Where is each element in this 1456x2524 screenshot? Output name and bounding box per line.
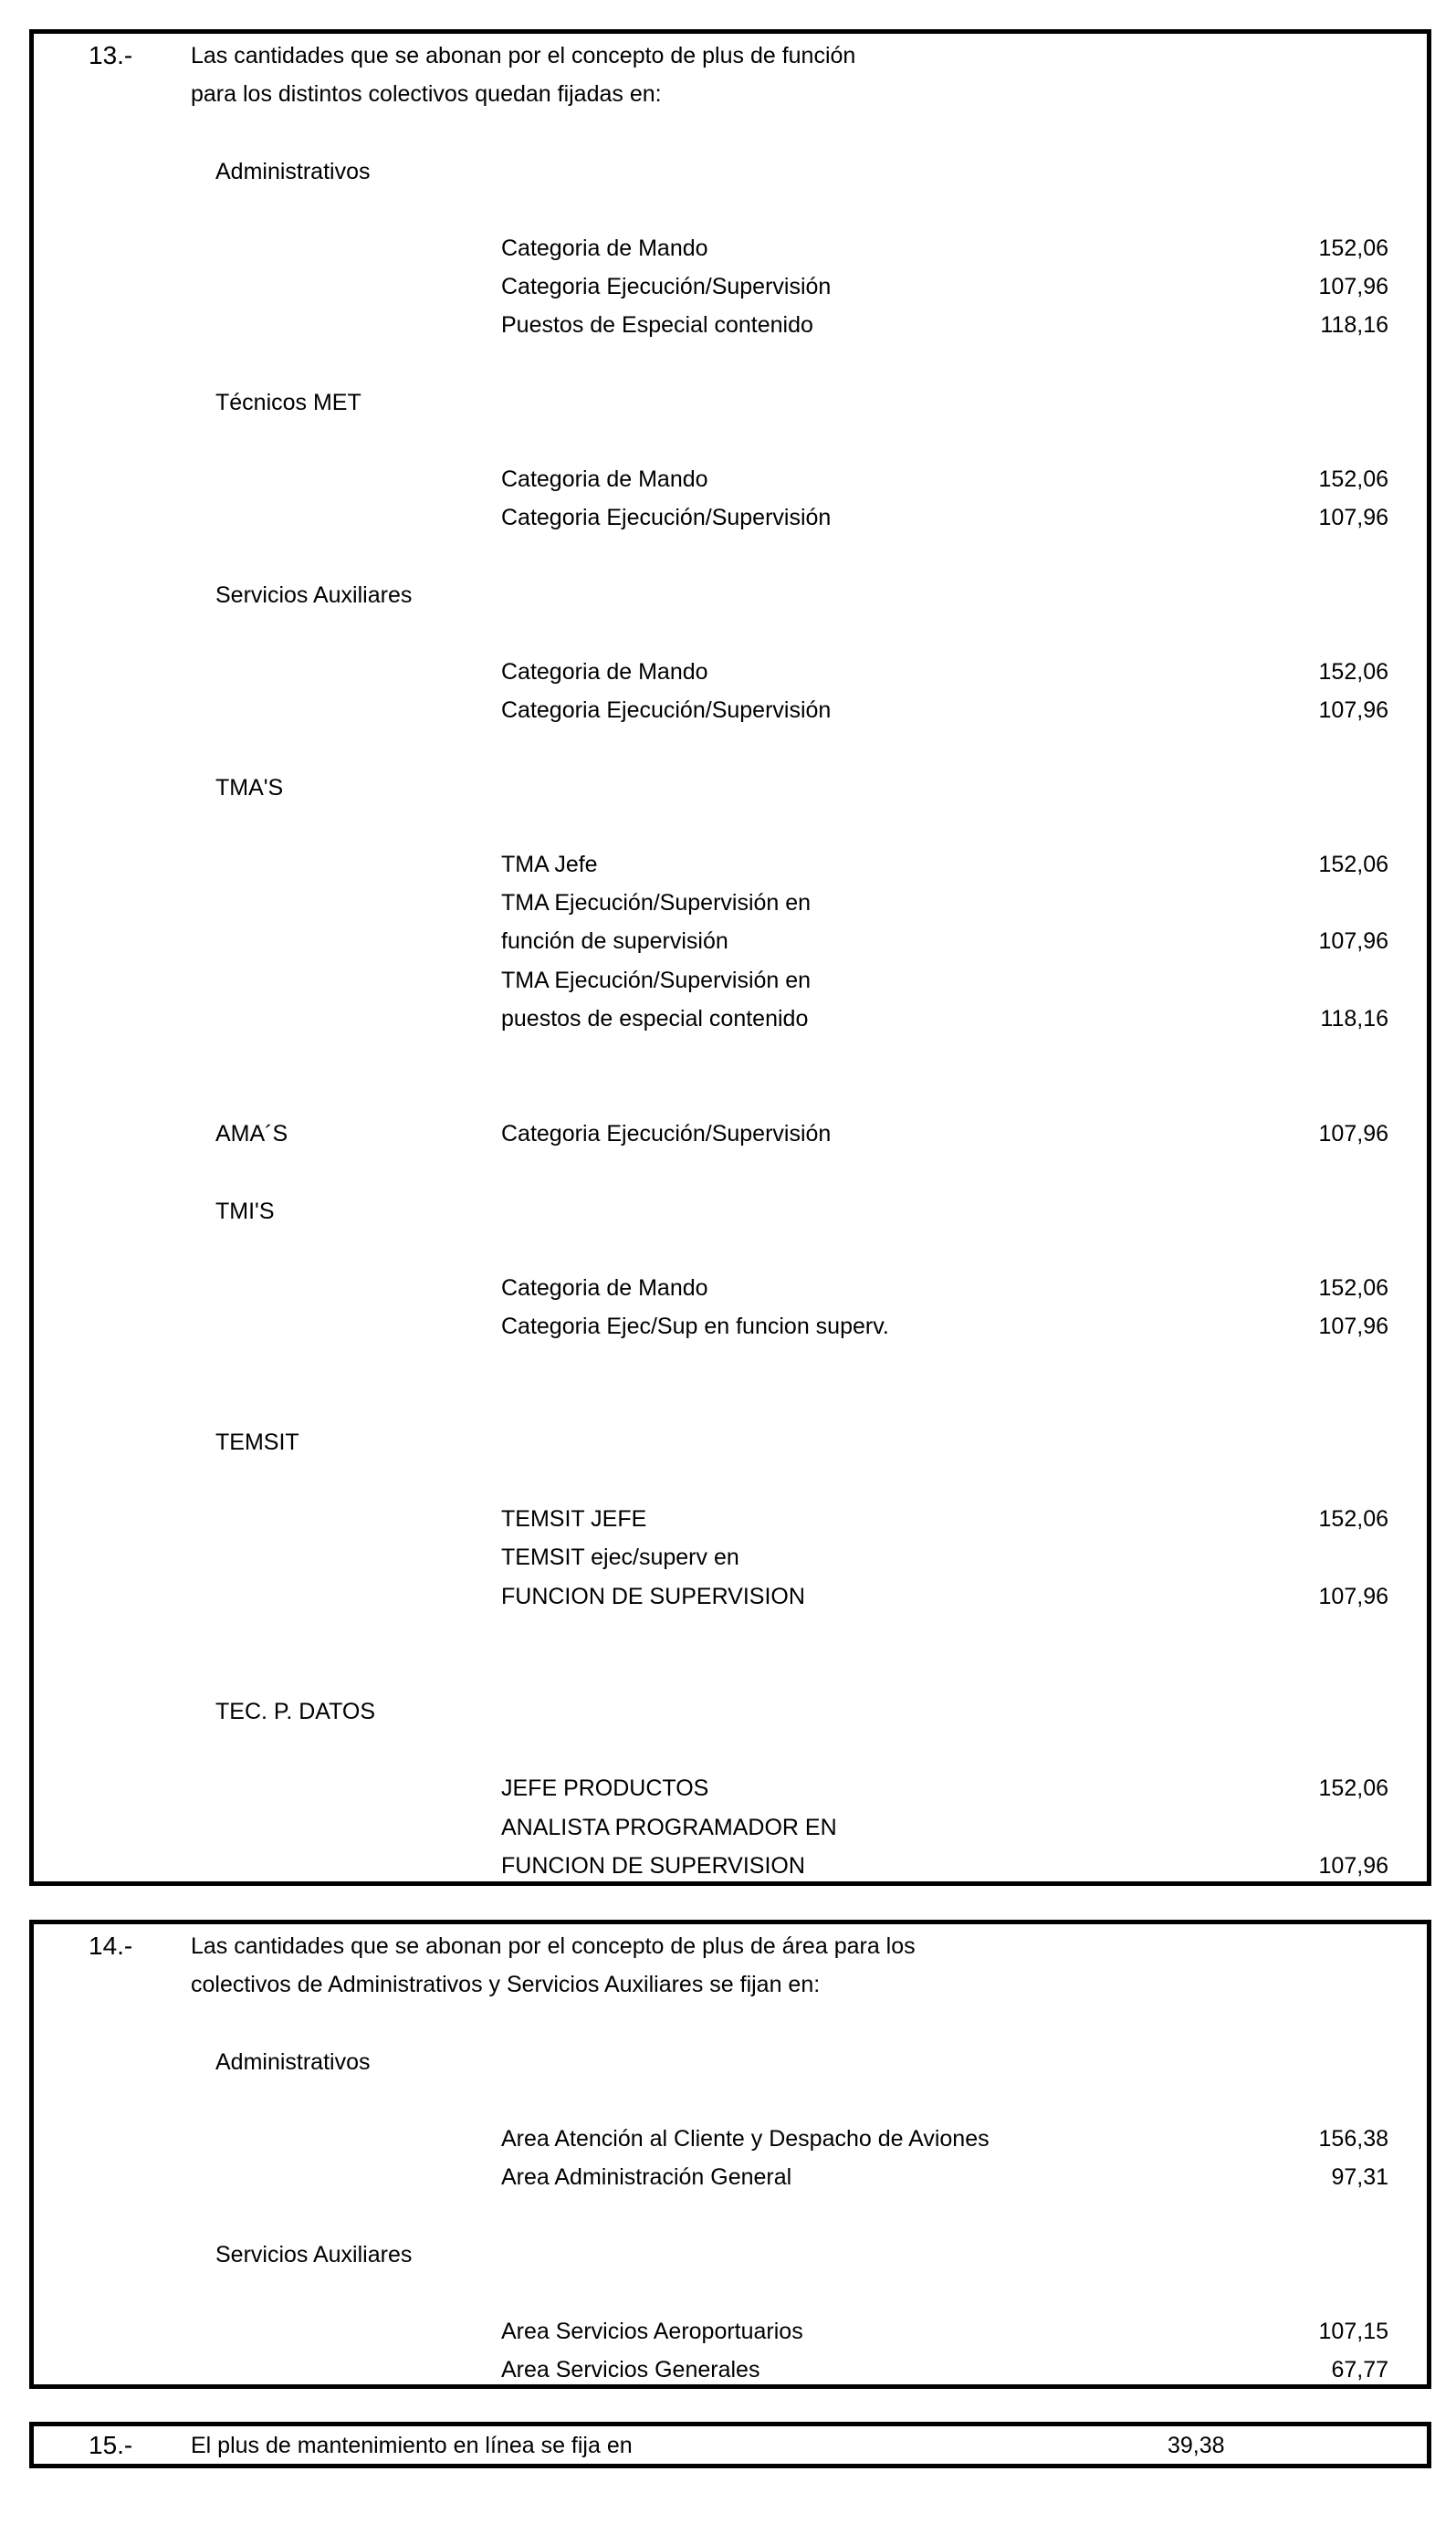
- section-number: 15.-: [89, 2431, 133, 2459]
- section-text: El plus de mantenimiento en línea se fija en: [191, 2433, 633, 2458]
- item-value: 97,31: [1331, 2164, 1388, 2191]
- blank-line: [34, 1038, 1427, 1076]
- list-item: [34, 1847, 1427, 1885]
- blank-line: [34, 113, 1427, 152]
- section-14-content: [34, 1924, 1427, 2389]
- blank-line: [34, 729, 1427, 768]
- item-value: 67,77: [1331, 2357, 1388, 2383]
- blank-line: [34, 1654, 1427, 1692]
- list-item: [34, 498, 1427, 537]
- list-item: [34, 653, 1427, 691]
- item-value: 152,06: [1318, 235, 1388, 261]
- list-item: [34, 2158, 1427, 2196]
- blank-line: [34, 807, 1427, 845]
- section-15-line: [34, 2426, 1427, 2465]
- group-label: TMA'S: [215, 774, 284, 801]
- group-line: [34, 2043, 1427, 2081]
- list-item: [34, 1577, 1427, 1616]
- item-label: TMA Ejecución/Supervisión en: [501, 890, 812, 916]
- list-item: [34, 2120, 1427, 2158]
- blank-line: [34, 422, 1427, 460]
- list-item: [34, 884, 1427, 922]
- group-label: AMA´S: [215, 1121, 288, 1147]
- item-label: Categoria de Mando: [501, 235, 708, 261]
- intro-text: Las cantidades que se abonan por el concepto de plus de función: [191, 43, 856, 68]
- blank-line: [34, 2004, 1427, 2042]
- list-item: [34, 922, 1427, 960]
- item-value: 107,96: [1318, 1583, 1388, 1609]
- item-label: FUNCION DE SUPERVISION: [501, 1583, 805, 1609]
- section-13-content: [34, 34, 1427, 1885]
- list-item: [34, 1000, 1427, 1038]
- intro-text: Las cantidades que se abonan por el concepto de plus de área para los: [191, 1933, 916, 1959]
- list-item: [34, 1307, 1427, 1346]
- intro-text: colectivos de Administrativos y Servicios Auxiliares se fijan en:: [191, 1972, 821, 1998]
- list-item: [34, 1769, 1427, 1807]
- blank-line: [34, 1231, 1427, 1269]
- section-13-box: [29, 29, 1431, 1886]
- blank-line: [34, 1616, 1427, 1654]
- list-item: [34, 691, 1427, 729]
- blank-line: [34, 2196, 1427, 2235]
- item-label: TMA Jefe: [501, 851, 598, 877]
- item-value: 118,16: [1320, 312, 1388, 339]
- blank-line: [34, 1461, 1427, 1500]
- section-value: 39,38: [1168, 2433, 1225, 2458]
- item-label: Area Administración General: [501, 2164, 792, 2191]
- item-label: Categoria Ejecución/Supervisión: [501, 697, 832, 724]
- item-label: Categoria de Mando: [501, 659, 708, 685]
- item-value: 152,06: [1318, 1275, 1388, 1301]
- item-label: Categoria Ejecución/Supervisión: [501, 1121, 832, 1147]
- item-label: TMA Ejecución/Supervisión en: [501, 967, 812, 993]
- item-value: 107,96: [1318, 274, 1388, 300]
- item-value: 118,16: [1320, 1005, 1388, 1032]
- group-label: TMI'S: [215, 1198, 275, 1224]
- item-label: Categoria Ejecución/Supervisión: [501, 505, 832, 531]
- section-number: 13.-: [89, 41, 133, 69]
- group-label: Servicios Auxiliares: [215, 2241, 413, 2267]
- item-value: 107,15: [1318, 2318, 1388, 2344]
- item-value: 152,06: [1318, 659, 1388, 685]
- item-label: Puestos de Especial contenido: [501, 312, 813, 339]
- list-item: [34, 845, 1427, 884]
- item-label: Area Atención al Cliente y Despacho de Aviones: [501, 2125, 990, 2152]
- item-value: 107,96: [1318, 697, 1388, 724]
- list-item: [34, 267, 1427, 306]
- item-label: función de supervisión: [501, 928, 728, 955]
- list-item: [34, 1808, 1427, 1847]
- group-line: [34, 383, 1427, 422]
- group-line: [34, 1192, 1427, 1231]
- item-label: puestos de especial contenido: [501, 1005, 809, 1032]
- blank-line: [34, 191, 1427, 229]
- item-value: 107,96: [1318, 505, 1388, 531]
- item-label: Categoria de Mando: [501, 1275, 708, 1301]
- intro-line: [34, 37, 1427, 75]
- group-label: Administrativos: [215, 158, 371, 184]
- list-item: [34, 306, 1427, 344]
- item-value: 107,96: [1318, 928, 1388, 955]
- blank-line: [34, 2081, 1427, 2120]
- group-line: [34, 1692, 1427, 1731]
- item-label: FUNCION DE SUPERVISION: [501, 1852, 805, 1879]
- item-label: TEMSIT JEFE: [501, 1506, 647, 1533]
- item-value: 152,06: [1318, 1506, 1388, 1533]
- blank-line: [34, 614, 1427, 653]
- list-item: [34, 460, 1427, 498]
- group-line: [34, 1115, 1427, 1153]
- section-number: 14.-: [89, 1932, 133, 1960]
- intro-text: para los distintos colectivos quedan fijadas en:: [191, 81, 662, 108]
- item-value: 152,06: [1318, 851, 1388, 877]
- item-label: ANALISTA PROGRAMADOR EN: [501, 1814, 837, 1840]
- list-item: [34, 1538, 1427, 1576]
- group-label: Administrativos: [215, 2048, 371, 2075]
- blank-line: [34, 2274, 1427, 2312]
- intro-line: [34, 1965, 1427, 2004]
- item-label: Categoria de Mando: [501, 466, 708, 493]
- blank-line: [34, 1153, 1427, 1191]
- item-value: 152,06: [1318, 466, 1388, 493]
- list-item: [34, 2351, 1427, 2389]
- blank-line: [34, 1076, 1427, 1115]
- group-line: [34, 1423, 1427, 1461]
- item-value: 156,38: [1318, 2125, 1388, 2152]
- blank-line: [34, 1385, 1427, 1423]
- item-value: 107,96: [1318, 1314, 1388, 1340]
- group-label: TEC. P. DATOS: [215, 1699, 376, 1725]
- item-value: 107,96: [1318, 1852, 1388, 1879]
- list-item: [34, 961, 1427, 1000]
- item-label: Area Servicios Generales: [501, 2357, 760, 2383]
- item-value: 107,96: [1318, 1121, 1388, 1147]
- list-item: [34, 2312, 1427, 2351]
- intro-line: [34, 75, 1427, 113]
- group-line: [34, 2236, 1427, 2274]
- item-label: Categoria Ejec/Sup en funcion superv.: [501, 1314, 889, 1340]
- list-item: [34, 1500, 1427, 1538]
- item-label: Categoria Ejecución/Supervisión: [501, 274, 832, 300]
- blank-line: [34, 537, 1427, 575]
- blank-line: [34, 345, 1427, 383]
- item-label: Area Servicios Aeroportuarios: [501, 2318, 803, 2344]
- item-label: TEMSIT ejec/superv en: [501, 1545, 739, 1571]
- group-line: [34, 576, 1427, 614]
- group-line: [34, 769, 1427, 807]
- item-value: 152,06: [1318, 1775, 1388, 1802]
- intro-line: [34, 1927, 1427, 1965]
- blank-line: [34, 1346, 1427, 1384]
- item-label: JEFE PRODUCTOS: [501, 1775, 709, 1802]
- group-label: TEMSIT: [215, 1429, 299, 1455]
- group-label: Técnicos MET: [215, 389, 361, 415]
- list-item: [34, 229, 1427, 267]
- section-15-box: [29, 2422, 1431, 2468]
- group-line: [34, 152, 1427, 191]
- section-14-box: [29, 1920, 1431, 2389]
- list-item: [34, 1269, 1427, 1307]
- blank-line: [34, 1731, 1427, 1769]
- group-label: Servicios Auxiliares: [215, 581, 413, 608]
